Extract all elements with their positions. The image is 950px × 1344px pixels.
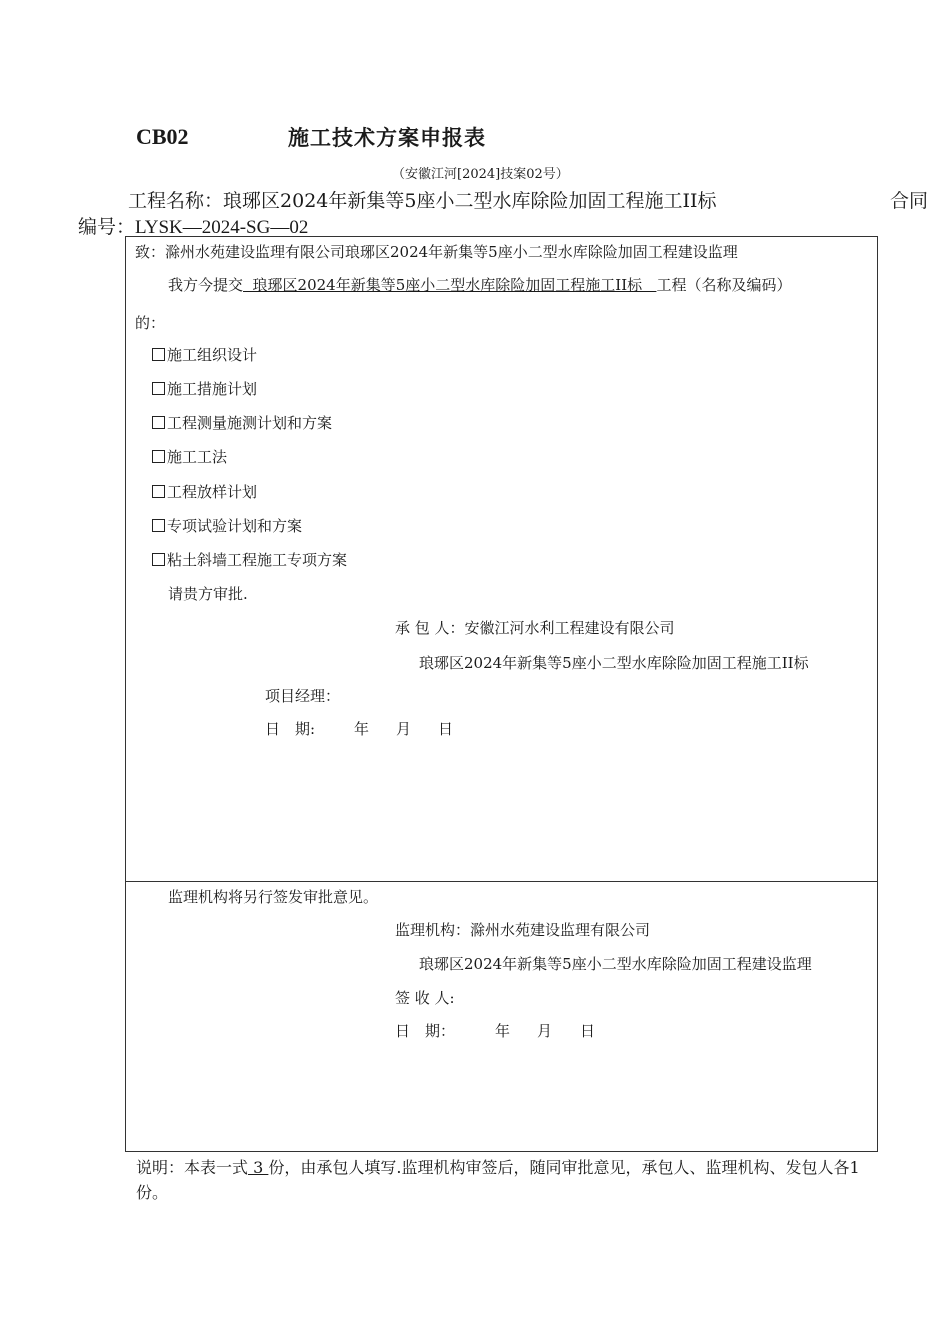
- receiver-label: 签 收 人:: [395, 989, 455, 1007]
- footnote-prefix: 说明：本表一式: [136, 1158, 249, 1177]
- supervisor-project: 琅琊区2024年新集等5座小二型水库除险加固工程建设监理: [419, 955, 812, 973]
- submission-project: 琅琊区2024年新集等5座小二型水库除险加固工程施工II标: [243, 276, 657, 294]
- addressee-line: 致：滁州水苑建设监理有限公司琅琊区2024年新集等5座小二型水库除险加固工程建设监理: [135, 243, 738, 261]
- checkbox-icon[interactable]: [152, 416, 165, 429]
- project-name-label: 工程名称：: [128, 190, 224, 212]
- request-text: 请贵方审批.: [168, 585, 248, 603]
- form-title: 施工技术方案申报表: [288, 125, 486, 150]
- date-month: 月: [537, 1022, 553, 1040]
- checkbox-item[interactable]: [152, 378, 257, 399]
- checkbox-label: 工程放样计划: [167, 483, 258, 501]
- opinion-text: 监理机构将另行签发审批意见。: [168, 888, 379, 906]
- checkbox-icon[interactable]: [152, 450, 165, 463]
- checkbox-item[interactable]: [152, 446, 227, 467]
- checkbox-label: 工程测量施测计划和方案: [167, 414, 333, 432]
- footnote: [136, 1155, 876, 1205]
- checkbox-label: 粘土斜墙工程施工专项方案: [167, 551, 348, 569]
- date-day: 日: [438, 720, 454, 738]
- project-manager-label: 项目经理：: [265, 687, 341, 705]
- checkbox-icon[interactable]: [152, 553, 165, 566]
- project-name: 琅琊区2024年新集等5座小二型水库除险加固工程施工II标: [223, 190, 717, 212]
- document-number: （安徽江河[2024]技案02号）: [392, 167, 569, 182]
- supervision-section: [125, 881, 878, 1152]
- submission-prefix: 我方今提交: [168, 276, 244, 294]
- contract-number: LYSK—2024-SG—02: [135, 217, 309, 238]
- checkbox-label: 施工措施计划: [167, 380, 258, 398]
- footnote-suffix: 份，由承包人填写.监理机构审签后，随同审批意见，承包人、监理机构、发包人各1份。: [136, 1158, 860, 1202]
- project-name-line: [128, 186, 716, 213]
- date-year: 年: [495, 1022, 511, 1040]
- contract-number-label: 编号：: [78, 216, 136, 238]
- checkbox-icon[interactable]: [152, 519, 165, 532]
- date-month: 月: [396, 720, 412, 738]
- checkbox-item[interactable]: [152, 412, 332, 433]
- checkbox-item[interactable]: [152, 515, 302, 536]
- supervisor-label: 监理机构：滁州水苑建设监理有限公司: [395, 921, 651, 939]
- checkbox-icon[interactable]: [152, 348, 165, 361]
- form-code: CB02: [136, 124, 189, 149]
- date-year: 年: [354, 720, 370, 738]
- checkbox-label: 施工工法: [167, 448, 228, 466]
- checkbox-item[interactable]: [152, 481, 257, 502]
- checkbox-icon[interactable]: [152, 382, 165, 395]
- contract-number-line: [78, 212, 308, 239]
- contract-label: 合同: [890, 190, 929, 212]
- contractor-project: 琅琊区2024年新集等5座小二型水库除险加固工程施工II标: [419, 654, 809, 672]
- checkbox-label: 专项试验计划和方案: [167, 517, 303, 535]
- copies-count: 3: [248, 1158, 269, 1177]
- checkbox-icon[interactable]: [152, 485, 165, 498]
- checkbox-item[interactable]: [152, 344, 257, 365]
- contractor-label: 承 包 人：安徽江河水利工程建设有限公司: [395, 619, 675, 637]
- date-label: 日 期:: [265, 720, 316, 738]
- submission-suffix: 工程（名称及编码）: [656, 276, 792, 294]
- checkbox-item[interactable]: [152, 549, 347, 570]
- submission-statement: [168, 274, 791, 295]
- checkbox-label: 施工组织设计: [167, 346, 258, 364]
- submission-section: [125, 236, 878, 882]
- submission-tail: 的：: [135, 314, 166, 332]
- date-day: 日: [580, 1022, 596, 1040]
- date-label: 日 期：: [395, 1022, 456, 1040]
